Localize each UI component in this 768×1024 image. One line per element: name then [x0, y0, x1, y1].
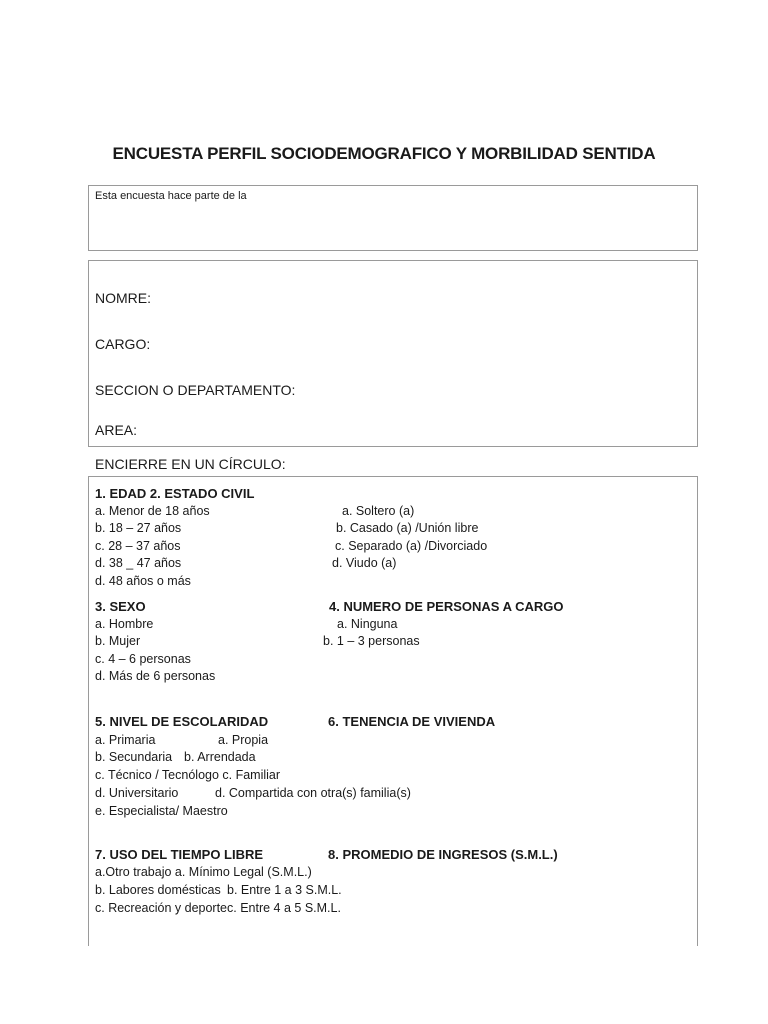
q1-option: c. 28 – 37 años [95, 539, 181, 553]
question-5-heading: 5. NIVEL DE ESCOLARIDAD [95, 714, 269, 729]
q2-option: d. Viudo (a) [332, 556, 397, 570]
q6-option: d. Compartida con otra(s) familia(s) [215, 786, 411, 800]
survey-title: ENCUESTA PERFIL SOCIODEMOGRAFICO Y MORBILIDAD SENTIDA [112, 144, 656, 163]
q4-option: c. 4 – 6 personas [95, 652, 191, 666]
q2-option: a. Soltero (a) [342, 504, 415, 518]
question-8-heading: 8. PROMEDIO DE INGRESOS (S.M.L.) [328, 847, 558, 862]
q5-option: b. Secundaria [95, 750, 173, 764]
intro-text: Esta encuesta hace parte de la [95, 190, 247, 202]
personal-data-box [88, 260, 698, 447]
q7-q8-option: c. Recreación y deportec. Entre 4 a 5 S.M.L. [95, 901, 341, 915]
area-field-label: AREA: [95, 422, 138, 438]
q6-option: a. Propia [218, 733, 269, 747]
q4-option: b. 1 – 3 personas [323, 634, 420, 648]
q1-option: d. 38 _ 47 años [95, 556, 182, 570]
question-6-heading: 6. TENENCIA DE VIVIENDA [328, 714, 496, 729]
seccion-field-label: SECCION O DEPARTAMENTO: [95, 382, 296, 398]
q5-option: e. Especialista/ Maestro [95, 804, 228, 818]
q2-option: c. Separado (a) /Divorciado [335, 539, 488, 553]
q3-option: a. Hombre [95, 617, 154, 631]
cargo-field-label: CARGO: [95, 336, 151, 352]
q1-option: a. Menor de 18 años [95, 504, 210, 518]
q6-option: b. Arrendada [184, 750, 256, 764]
q3-option: b. Mujer [95, 634, 141, 648]
q5-option: a. Primaria [95, 733, 156, 747]
q8-option: b. Entre 1 a 3 S.M.L. [227, 883, 342, 897]
question-7-heading: 7. USO DEL TIEMPO LIBRE [95, 847, 264, 862]
q1-option: d. 48 años o más [95, 574, 191, 588]
question-1-2-heading: 1. EDAD 2. ESTADO CIVIL [95, 486, 255, 501]
instruction-text: ENCIERRE EN UN CÍRCULO: [95, 456, 286, 472]
q5-q6-option: c. Técnico / Tecnólogo c. Familiar [95, 768, 281, 782]
q7-option: b. Labores domésticas [95, 883, 221, 897]
q5-option: d. Universitario [95, 786, 179, 800]
name-field-label: NOMRE: [95, 290, 151, 306]
q4-option: a. Ninguna [337, 617, 398, 631]
q4-option: d. Más de 6 personas [95, 669, 216, 683]
q2-option: b. Casado (a) /Unión libre [336, 521, 479, 535]
question-3-heading: 3. SEXO [95, 599, 146, 614]
q1-option: b. 18 – 27 años [95, 521, 182, 535]
q7-q8-option: a.Otro trabajo a. Mínimo Legal (S.M.L.) [95, 865, 312, 879]
question-4-heading: 4. NUMERO DE PERSONAS A CARGO [329, 599, 564, 614]
